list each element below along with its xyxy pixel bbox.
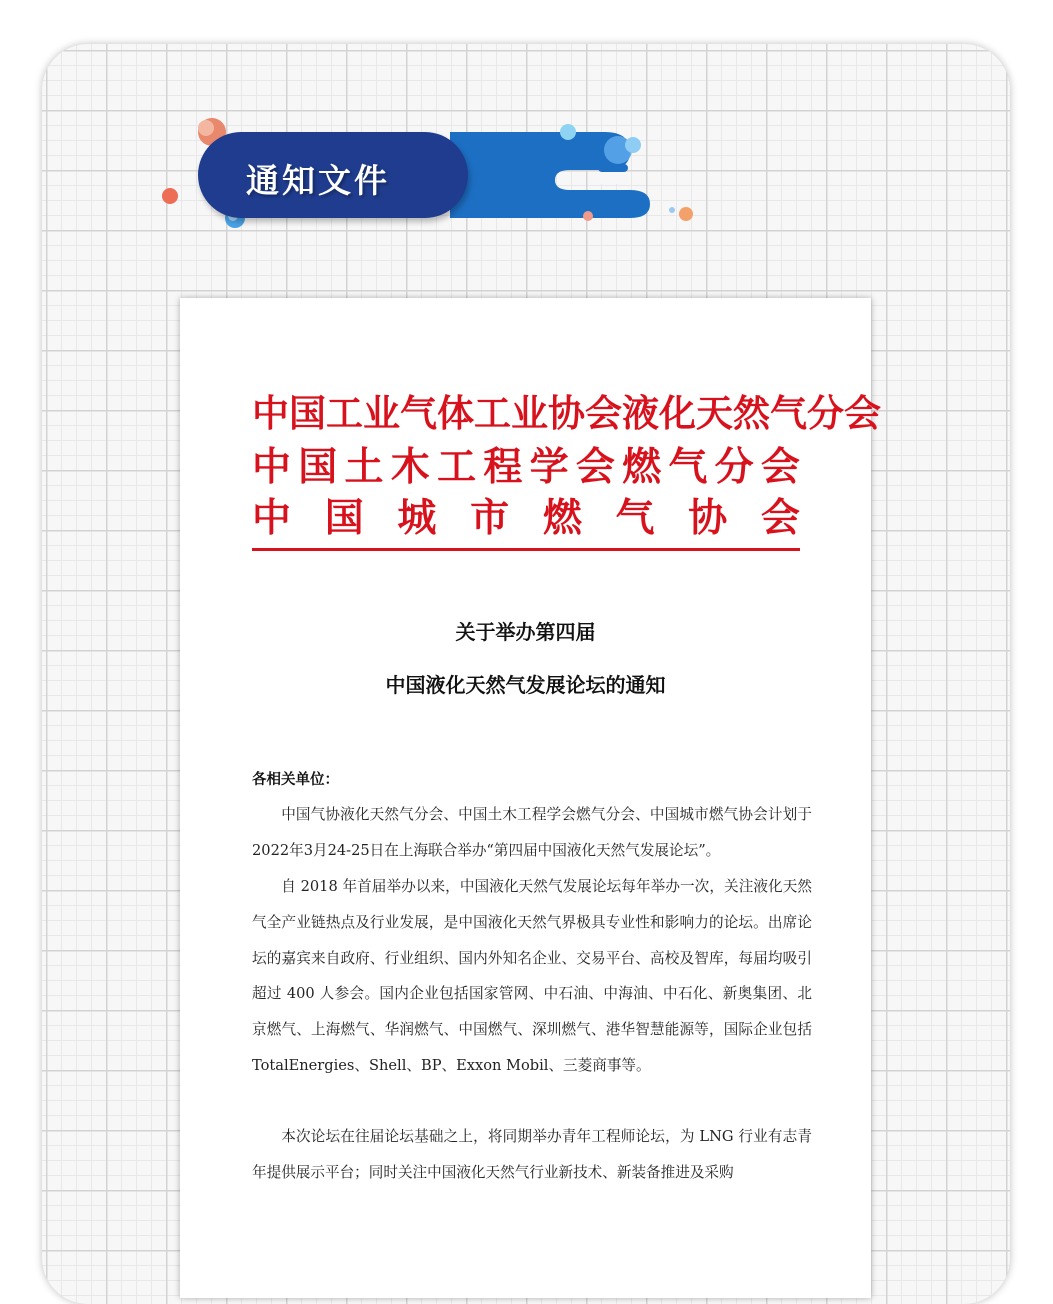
org-char: 国 — [298, 444, 338, 490]
org-char: 中 — [252, 495, 292, 541]
org-char: 燃 — [542, 495, 582, 541]
org-char: 天 — [696, 391, 733, 435]
org-char: 气 — [400, 391, 437, 435]
org-char: 会 — [575, 444, 615, 490]
org-char: 然 — [733, 391, 770, 435]
org-char: 中 — [252, 444, 292, 490]
org-char: 分 — [714, 444, 754, 490]
org-char: 化 — [659, 391, 696, 435]
org-char: 学 — [529, 444, 569, 490]
org-char: 协 — [688, 495, 728, 541]
org-char: 城 — [397, 495, 437, 541]
notice-title-line-1: 关于举办第四届 — [455, 620, 596, 644]
org-char: 气 — [668, 444, 708, 490]
salutation: 各相关单位： — [252, 772, 339, 788]
org-char: 工 — [437, 444, 477, 490]
org-char: 市 — [470, 495, 510, 541]
org-char: 工 — [474, 391, 511, 435]
org-char: 土 — [344, 444, 384, 490]
org-char: 木 — [390, 444, 430, 490]
org-line-3 — [252, 493, 800, 543]
paragraph-2: 自 2018 年首届举办以来，中国液化天然气发展论坛每年举办一次，关注液化天然气全产业链热点及行业发展，是中国液化天然气界极具专业性和影响力的论坛。出席论坛的嘉宾来自政府、行业组织、国内外知名企业、交易平台、高校及智库，每届均吸引超过 400 人参会。国内企业包括国家管网、中石油、中海油、中石化、新奥集团、北京燃气、上海燃气、华润燃气、中国燃气、深圳燃气、港华智慧能源等，国际企业包括 TotalEnergies、Shell、BP、Exxon Mobil、三菱商事等。 — [252, 878, 812, 1074]
paragraph-3: 本次论坛在往届论坛基础之上，将同期举办青年工程师论坛，为 LNG 行业有志青年提供展示平台；同时关注中国液化天然气行业新技术、新装备推进及采购 — [252, 1128, 812, 1181]
paragraph-1: 中国气协液化天然气分会、中国土木工程学会燃气分会、中国城市燃气协会计划于2022年3月24-25日在上海联合举办“第四届中国液化天然气发展论坛”。 — [252, 806, 812, 859]
org-char: 体 — [437, 391, 474, 435]
banner-title: 通知文件 — [246, 161, 390, 200]
org-char: 程 — [483, 444, 523, 490]
org-char: 会 — [585, 391, 622, 435]
org-char: 气 — [615, 495, 655, 541]
org-char: 会 — [844, 391, 881, 435]
org-char: 业 — [363, 391, 400, 435]
org-char: 协 — [548, 391, 585, 435]
org-char: 气 — [770, 391, 807, 435]
org-char: 会 — [760, 444, 800, 490]
notice-banner — [150, 110, 710, 240]
org-char: 工 — [326, 391, 363, 435]
org-char: 燃 — [622, 444, 662, 490]
org-char: 业 — [511, 391, 548, 435]
org-char: 液 — [622, 391, 659, 435]
org-char: 会 — [760, 495, 800, 541]
org-char: 分 — [807, 391, 844, 435]
org-char: 国 — [289, 391, 326, 435]
header-rule — [252, 548, 800, 551]
org-char: 国 — [324, 495, 364, 541]
org-line-2 — [252, 442, 800, 492]
org-char: 中 — [252, 391, 289, 435]
notice-title-line-2: 中国液化天然气发展论坛的通知 — [385, 673, 666, 697]
org-line-1 — [252, 388, 881, 438]
